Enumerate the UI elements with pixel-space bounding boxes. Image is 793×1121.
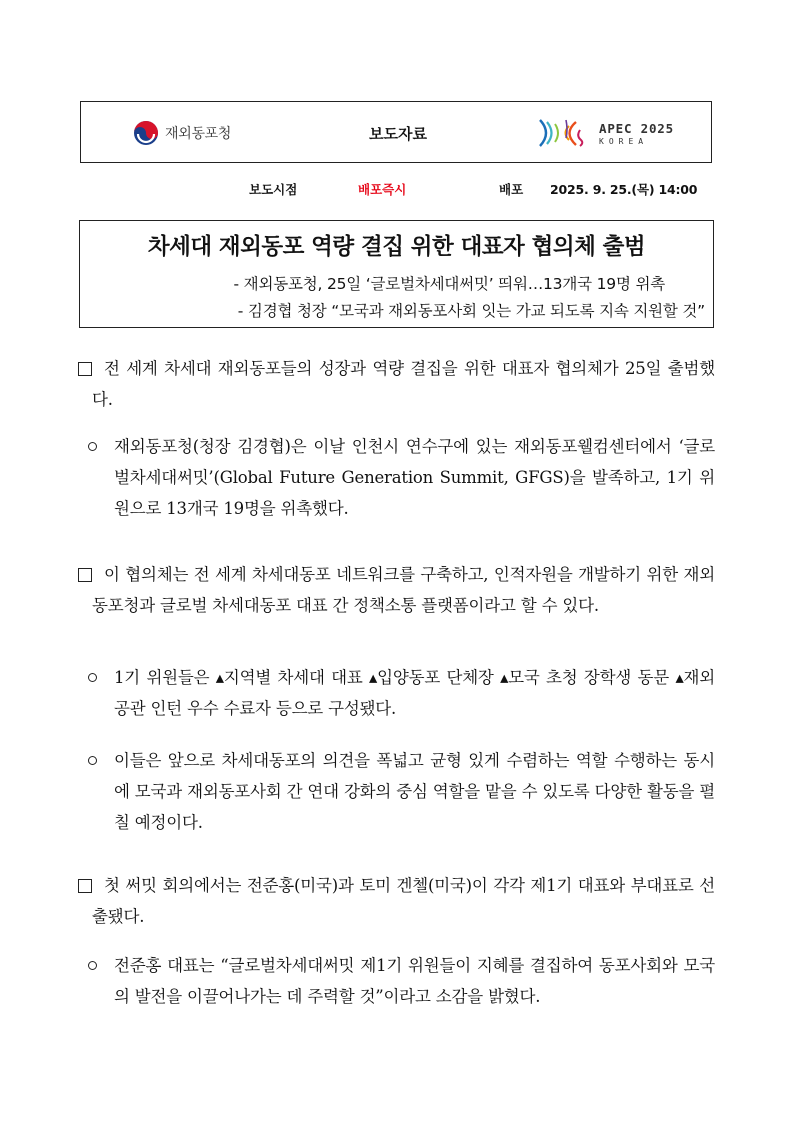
body-paragraph: 첫 써밋 회의에서는 전준홍(미국)과 토미 겐첼(미국)이 각각 제1기 대표와 부대표로 선출됐다. (78, 870, 715, 932)
apec-country: KOREA (599, 136, 649, 146)
taegeuk-emblem-icon (133, 120, 159, 146)
agency-name: 재외동포청 (165, 126, 232, 142)
agency-logo (133, 120, 231, 146)
checkbox-bullet-icon (78, 362, 92, 376)
circle-bullet-icon (88, 961, 97, 970)
subheadline-1: - 재외동포청, 25일 ‘글로벌차세대써밋’ 띄워…13개국 19명 위촉 (233, 275, 665, 293)
circle-bullet-icon (88, 756, 97, 765)
circle-bullet-icon (88, 442, 97, 451)
body-paragraph: 전 세계 차세대 재외동포들의 성장과 역량 결집을 위한 대표자 협의체가 25일 출범했다. (78, 353, 715, 415)
checkbox-bullet-icon (78, 568, 92, 582)
headline: 차세대 재외동포 역량 결집 위한 대표자 협의체 출범 (147, 234, 646, 260)
release-time-label: 보도시점 (249, 182, 298, 197)
press-release-header (80, 101, 712, 163)
distribution-label: 배포 (499, 182, 524, 197)
body-subparagraph: 전준홍 대표는 “글로벌차세대써밋 제1기 위원들이 지혜를 결집하여 동포사회와 모국의 발전을 이끌어나가는 데 주력할 것”이라고 소감을 밝혔다. (88, 950, 715, 1012)
subheadline-2: - 김경협 청장 “모국과 재외동포사회 잇는 가교 되도록 지속 지원할 것” (237, 302, 705, 320)
body-subparagraph: 재외동포청(청장 김경협)은 이날 인천시 연수구에 있는 재외동포웰컴센터에서 ‘글로벌차세대써밋’(Global Future Generation Summit, GFGS)을 발족하고, 1기 위원으로 13개국 19명을 위촉했다. (88, 431, 715, 524)
release-info (0, 180, 793, 198)
distribution-date: 2025. 9. 25.(목) 14:00 (550, 182, 698, 197)
body-subparagraph: 이들은 앞으로 차세대동포의 의견을 폭넓고 균형 있게 수렴하는 역할 수행하는 동시에 모국과 재외동포사회 간 연대 강화의 중심 역할을 맡을 수 있도록 다양한 활동을 펼칠 예정이다. (88, 745, 715, 838)
press-release-label: 보도자료 (369, 125, 427, 143)
checkbox-bullet-icon (78, 879, 92, 893)
headline-box (79, 220, 714, 328)
apec-title: APEC 2025 (599, 120, 674, 136)
apec-emblem-icon (536, 116, 596, 150)
apec-logo (536, 116, 674, 150)
body-paragraph: 이 협의체는 전 세계 차세대동포 네트워크를 구축하고, 인적자원을 개발하기 위한 재외동포청과 글로벌 차세대동포 대표 간 정책소통 플랫폼이라고 할 수 있다. (78, 559, 715, 621)
release-time-value: 배포즉시 (358, 182, 407, 197)
body-subparagraph: 1기 위원들은 ▴지역별 차세대 대표 ▴입양동포 단체장 ▴모국 초청 장학생 동문 ▴재외공관 인턴 우수 수료자 등으로 구성됐다. (88, 662, 715, 724)
circle-bullet-icon (88, 673, 97, 682)
